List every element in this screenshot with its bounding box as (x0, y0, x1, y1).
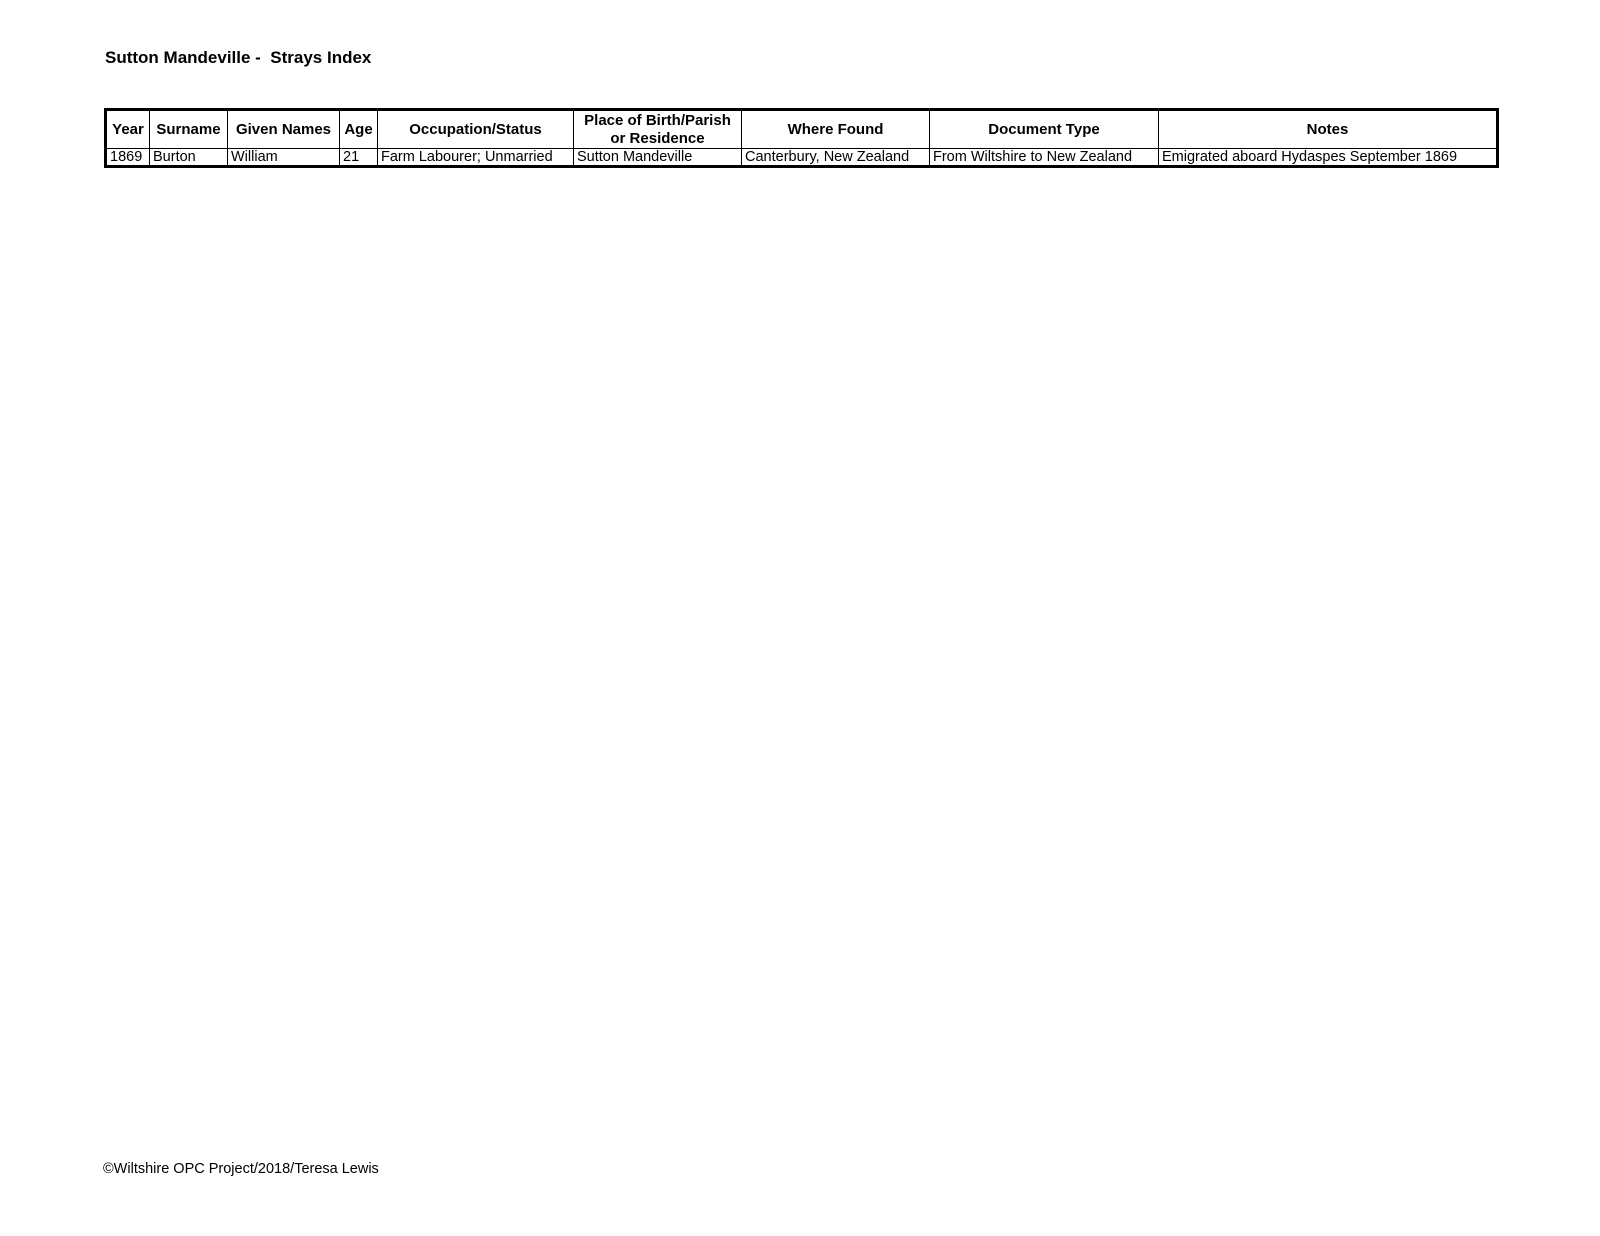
cell-given-names: William (228, 149, 340, 167)
header-age: Age (340, 110, 378, 149)
header-year: Year (106, 110, 150, 149)
cell-surname: Burton (150, 149, 228, 167)
header-surname: Surname (150, 110, 228, 149)
header-occupation: Occupation/Status (378, 110, 574, 149)
page-title: Sutton Mandeville - Strays Index (105, 48, 372, 67)
cell-document-type: From Wiltshire to New Zealand (930, 149, 1159, 167)
cell-age: 21 (340, 149, 378, 167)
header-where-found: Where Found (742, 110, 930, 149)
table-row (106, 149, 1498, 167)
cell-year: 1869 (106, 149, 150, 167)
copyright-footer: ©Wiltshire OPC Project/2018/Teresa Lewis (103, 1161, 379, 1177)
cell-where-found: Canterbury, New Zealand (742, 149, 930, 167)
strays-index-table (104, 108, 1499, 168)
table-header-row (106, 110, 1498, 149)
header-notes: Notes (1159, 110, 1498, 149)
header-document-type: Document Type (930, 110, 1159, 149)
cell-occupation: Farm Labourer; Unmarried (378, 149, 574, 167)
cell-place: Sutton Mandeville (574, 149, 742, 167)
header-place: Place of Birth/Parish or Residence (574, 110, 742, 149)
cell-notes: Emigrated aboard Hydaspes September 1869 (1159, 149, 1498, 167)
header-given-names: Given Names (228, 110, 340, 149)
